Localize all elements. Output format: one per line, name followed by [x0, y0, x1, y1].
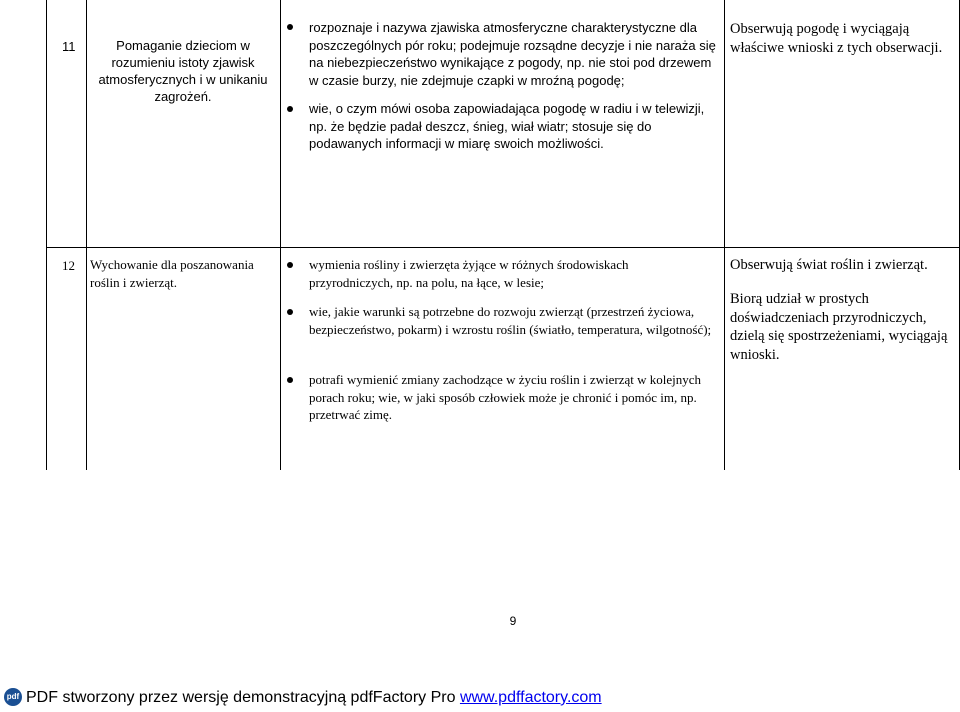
- pdf-factory-footer: [0, 682, 960, 712]
- footer-text: [26, 689, 602, 707]
- row-title: Pomaganie dzieciom w rozumieniu istoty zjawisk atmosferycznych i w unikaniu zagrożeń.: [98, 38, 268, 104]
- pdffactory-link[interactable]: www.pdffactory.com: [459, 689, 602, 706]
- footer-caption: PDF stworzony przez wersję demonstracyjną pdfFactory Pro: [26, 689, 460, 706]
- column-divider-2: [280, 0, 281, 470]
- row-number: 12: [62, 258, 75, 273]
- bullet-icon: [287, 106, 293, 112]
- page-number: 9: [509, 614, 517, 628]
- table-border-left: [46, 0, 47, 470]
- bullet-icon: [287, 377, 293, 383]
- bullet-text: wie, o czym mówi osoba zapowiadająca pogodę w radiu i w telewizji, np. że będzie padał deszcz, śnieg, wiał wiatr; stosuje się do podawanych informacji w miarę swoich możliwości.: [309, 101, 705, 151]
- bullet-text: potrafi wymienić zmiany zachodzące w życiu roślin i zwierząt w kolejnych porach roku; wie, w jaki sposób człowiek może je chronić i pomóc im, np. przetrwać zimę.: [309, 372, 702, 422]
- column-divider-1: [86, 0, 87, 470]
- row-title: Wychowanie dla poszanowania roślin i zwierząt.: [90, 257, 254, 290]
- bullet-icon: [287, 262, 293, 268]
- outcome-text: Obserwują pogodę i wyciągają właściwe wnioski z tych obserwacji.: [730, 21, 943, 56]
- column-divider-3: [724, 0, 725, 470]
- row-divider: [46, 247, 960, 248]
- pdf-logo-icon: pdf: [4, 688, 22, 706]
- bullet-text: wie, jakie warunki są potrzebne do rozwoju zwierząt (przestrzeń życiowa, bezpieczeństwo, pokarm) i wzrostu roślin (światło, temperatura, wilgotność);: [309, 304, 712, 337]
- bullet-icon: [287, 309, 293, 315]
- bullet-text: wymienia rośliny i zwierzęta żyjące w różnych środowiskach przyrodniczych, np. na polu, na łące, w lesie;: [309, 257, 629, 290]
- outcome-text: Obserwują świat roślin i zwierząt.: [730, 257, 928, 273]
- outcome-text: Biorą udział w prostych doświadczeniach przyrodniczych, dzielą się spostrzeżeniami, wyciągają wnioski.: [730, 291, 948, 363]
- bullet-text: rozpoznaje i nazywa zjawiska atmosferyczne charakterystyczne dla poszczególnych pór roku; podejmuje rozsądne decyzje i nie naraża się na niebezpieczeństwo wynikające z pogody, np. nie stoi pod drzewem w czasie burzy, nie zdejmuje czapki w mroźną pogodę;: [309, 20, 716, 88]
- row-number: 11: [62, 39, 76, 54]
- bullet-icon: [287, 24, 293, 30]
